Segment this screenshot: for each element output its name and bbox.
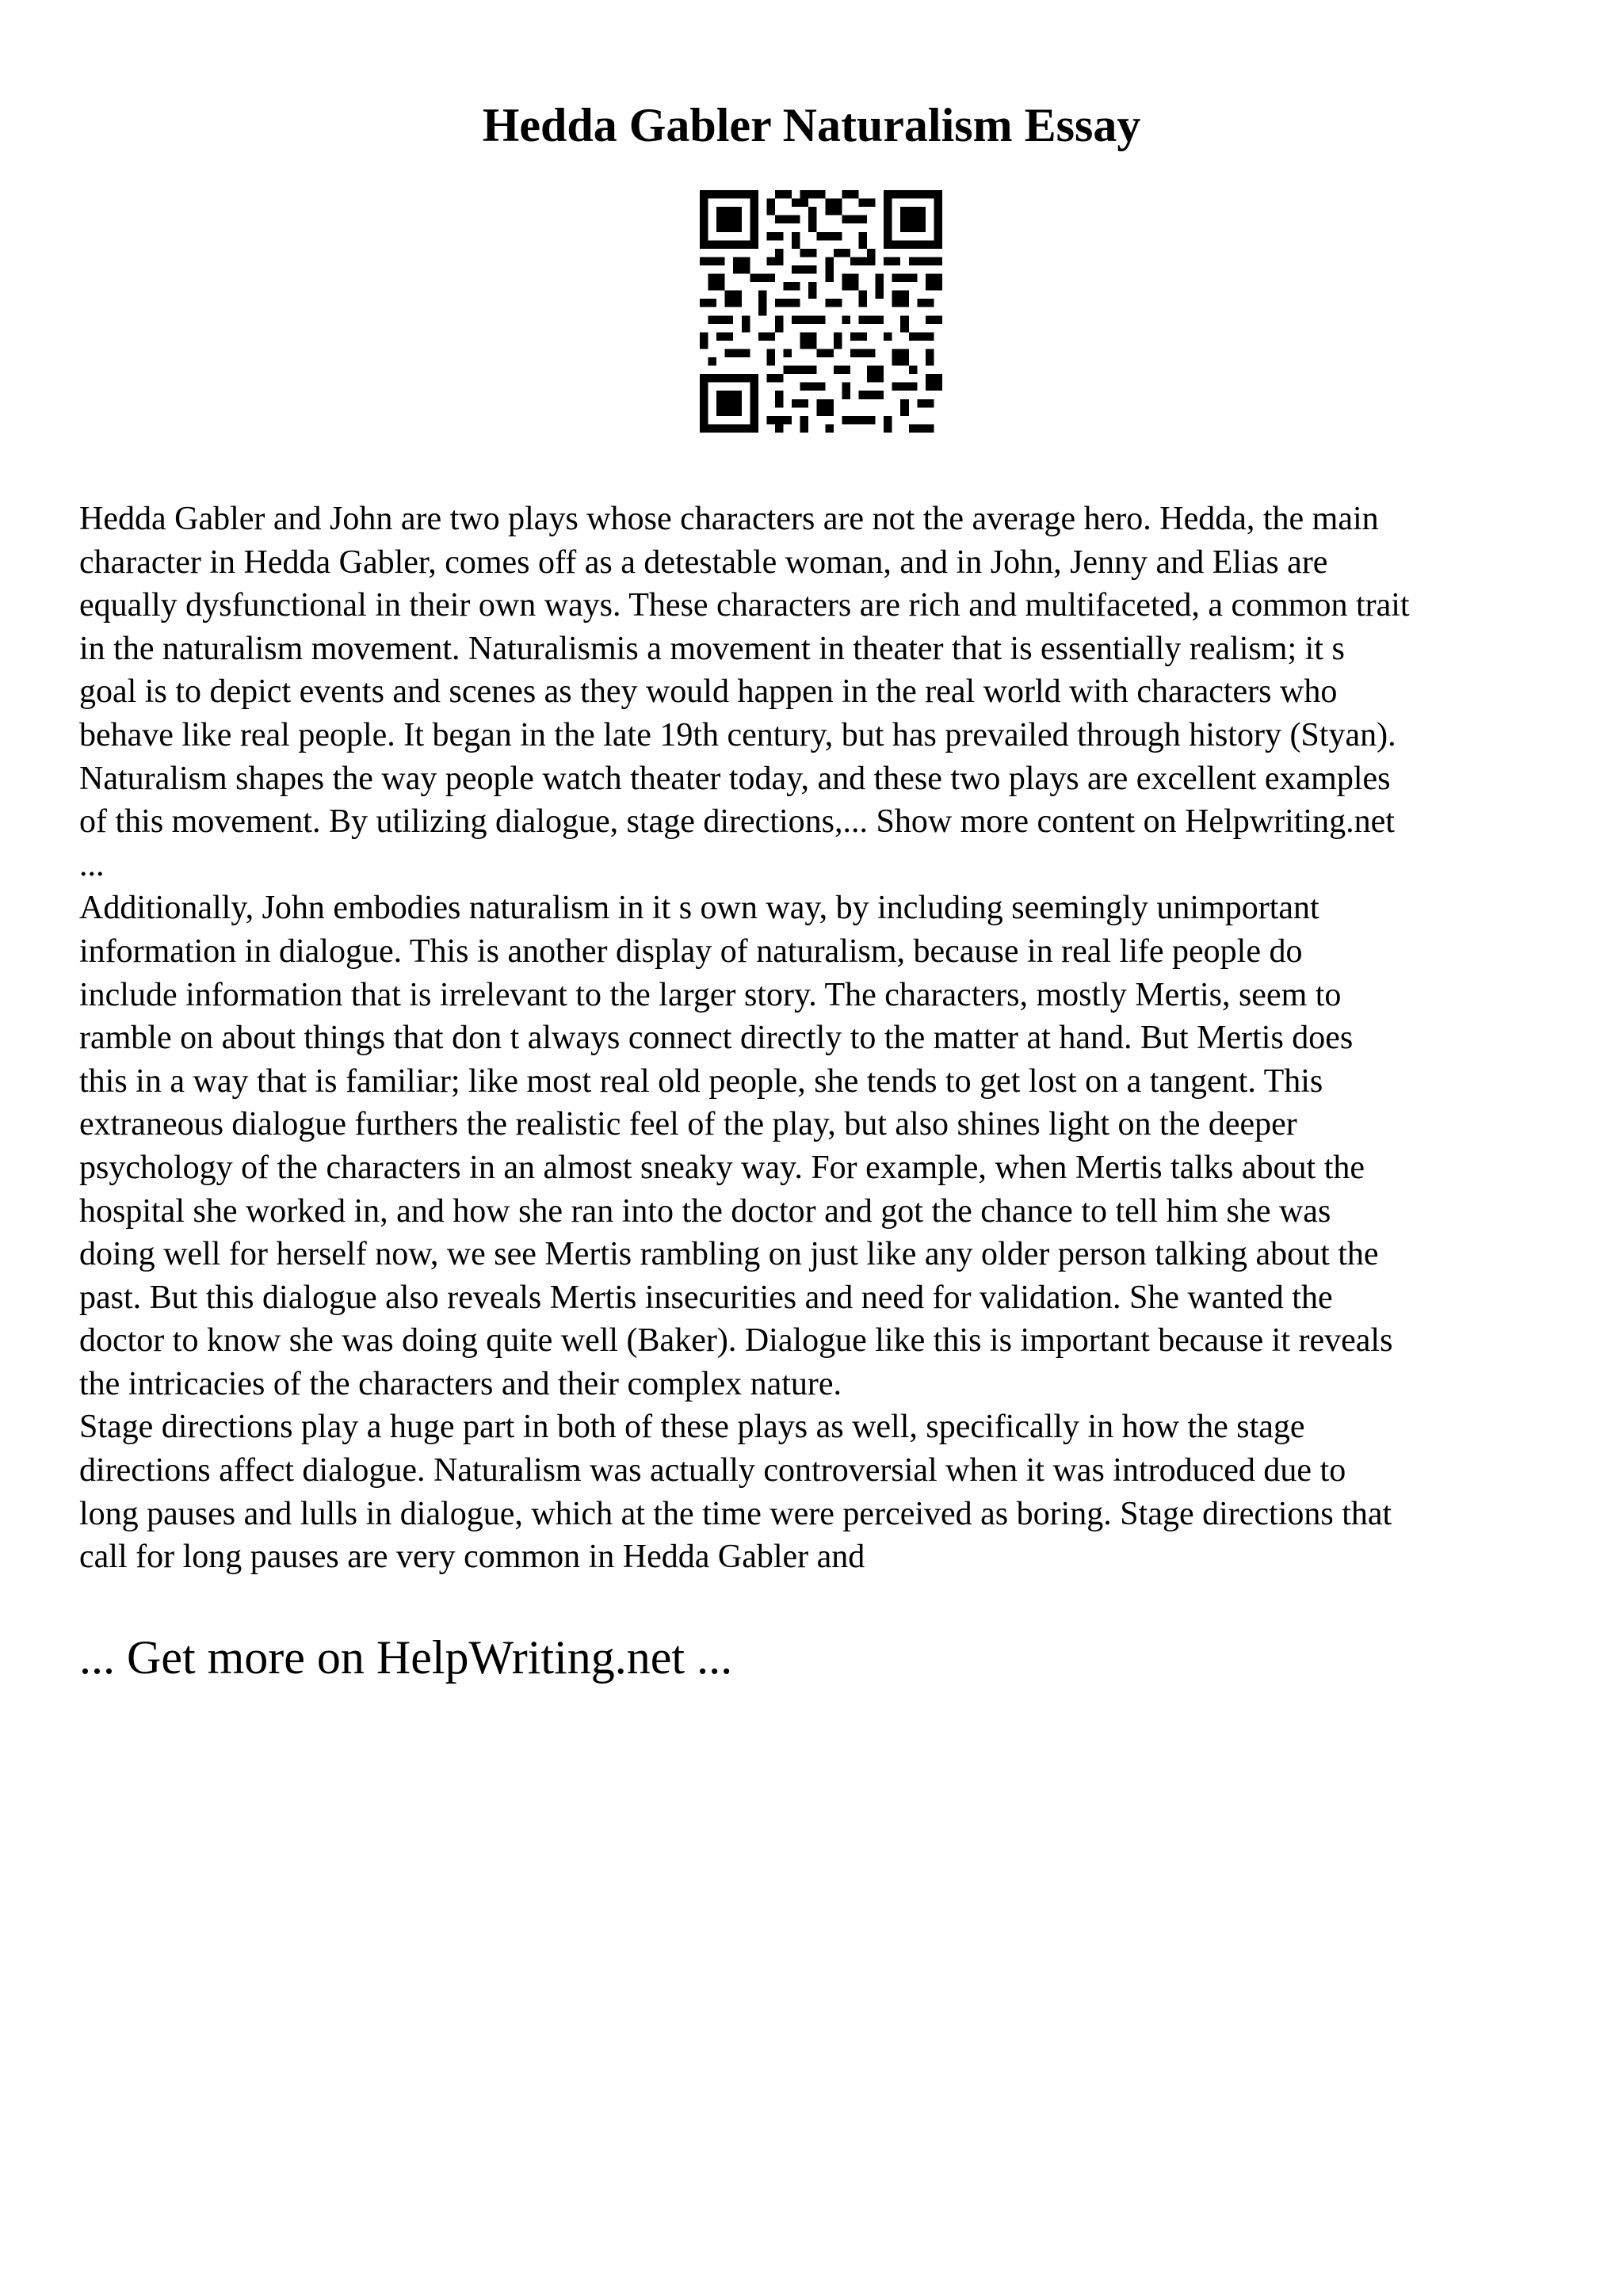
essay-paragraph: Additionally, John embodies naturalism in it s own way, by including seemingly unimportant information in dialogue. This is another display of naturalism, because in real life people do include information that is irrelevant to the larger story. The characters, mostly Mertis, seem to ramble on about things that don t always connect directly to the matter at hand. But Mertis does this in a way that is familiar; like most real old people, she tends to get lost on a tangent. This extraneous dialogue furthers the realistic feel of the play, but also shines light on the deeper psychology of the characters in an almost sneaky way. For example, when Mertis talks about the hospital she worked in, and how she ran into the doctor and got the chance to tell him she was doing well for herself now, we see Mertis rambling on just like any older person talking about the past. But this dialogue also reveals Mertis insecurities and need for validation. She wanted the doctor to know she was doing quite well (Baker). Dialogue like this is important because it reveals the intricacies of the characters and their complex nature. xyxy=(79,890,1393,1402)
qr-code-icon[interactable] xyxy=(700,190,942,433)
essay-paragraph: Hedda Gabler and John are two plays whose characters are not the average hero. Hedda, the main character in Hedda Gabler, comes off as a detestable woman, and in John, Jenny and Elias are equally dysfunctional in their own ways. These characters are rich and multifaceted, a common trait in the naturalism movement. Naturalismis a movement in theater that is essentially realism; it s goal is to depict events and scenes as they would happen in the real world with characters who behave like real people. It began in the late 19th century, but has prevailed through history (Styan). Naturalism shapes the way people watch theater today, and these two plays are excellent examples of this movement. By utilizing dialogue, stage directions,... Show more content on Helpwriting.net ... xyxy=(79,501,1410,883)
essay-paragraph: Stage directions play a huge part in both of these plays as well, specifically in how the stage directions affect dialogue. Naturalism was actually controversial when it was introduced due to long pauses and lulls in dialogue, which at the time were perceived as boring. Stage directions that call for long pauses are very common in Hedda Gabler and xyxy=(79,1409,1392,1576)
page-title: Hedda Gabler Naturalism Essay xyxy=(482,99,1141,151)
get-more-link[interactable]: ... Get more on HelpWriting.net ... xyxy=(79,1631,733,1684)
essay-body xyxy=(79,498,1585,1579)
